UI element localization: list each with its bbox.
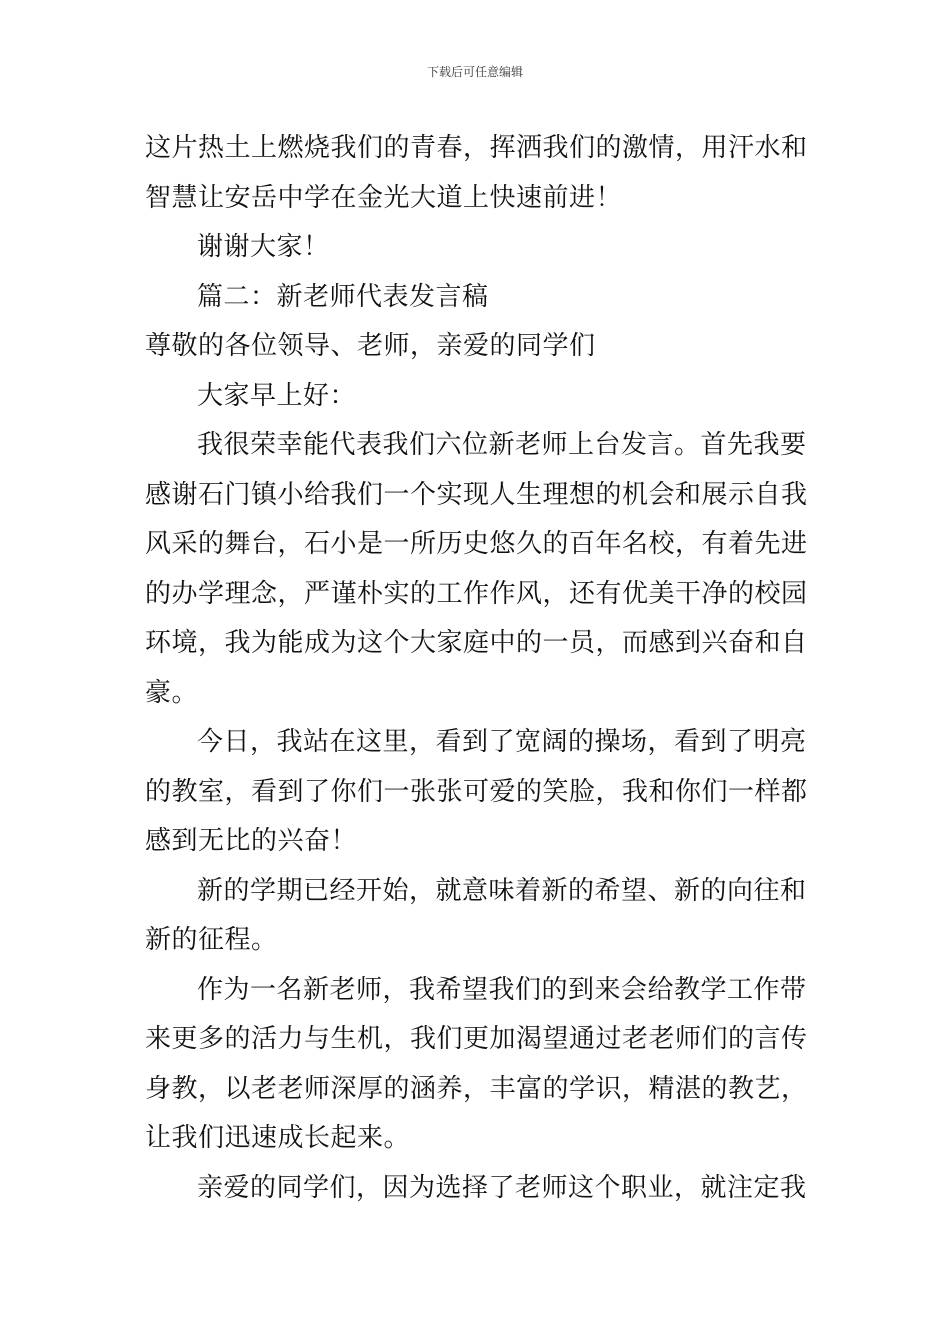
paragraph: 今日，我站在这里，看到了宽阔的操场，看到了明亮的教室，看到了你们一张张可爱的笑脸，我和你们一样都感到无比的兴奋！ <box>145 727 808 856</box>
page-header: 下载后可任意编辑 <box>426 65 523 79</box>
greeting: 大家早上好： <box>197 380 357 411</box>
paragraph: 谢谢大家！ <box>197 232 330 262</box>
salutation: 尊敬的各位领导、老师，亲爱的同学们 <box>145 331 596 361</box>
section-heading: 篇二：新老师代表发言稿 <box>197 281 489 312</box>
paragraph: 亲爱的同学们，因为选择了老师这个职业，就注定我 <box>197 1172 807 1203</box>
paragraph: 作为一名新老师，我希望我们的到来会给教学工作带来更多的活力与生机，我们更加渴望通过老老师们的言传身教，以老老师深厚的涵养，丰富的学识，精湛的教艺，让我们迅速成长起来。 <box>145 974 808 1153</box>
paragraph: 我很荣幸能代表我们六位新老师上台发言。首先我要感谢石门镇小给我们一个实现人生理想的机会和展示自我风采的舞台，石小是一所历史悠久的百年名校，有着先进的办学理念，严谨朴实的工作作风，还有优美干净的校园环境，我为能成为这个大家庭中的一员，而感到兴奋和自豪。 <box>145 430 808 708</box>
paragraph: 这片热土上燃烧我们的青春，挥洒我们的激情，用汗水和智慧让安岳中学在金光大道上快速前进！ <box>145 133 808 213</box>
document-body <box>145 124 810 1213</box>
paragraph: 新的学期已经开始，就意味着新的希望、新的向往和新的征程。 <box>145 875 807 955</box>
